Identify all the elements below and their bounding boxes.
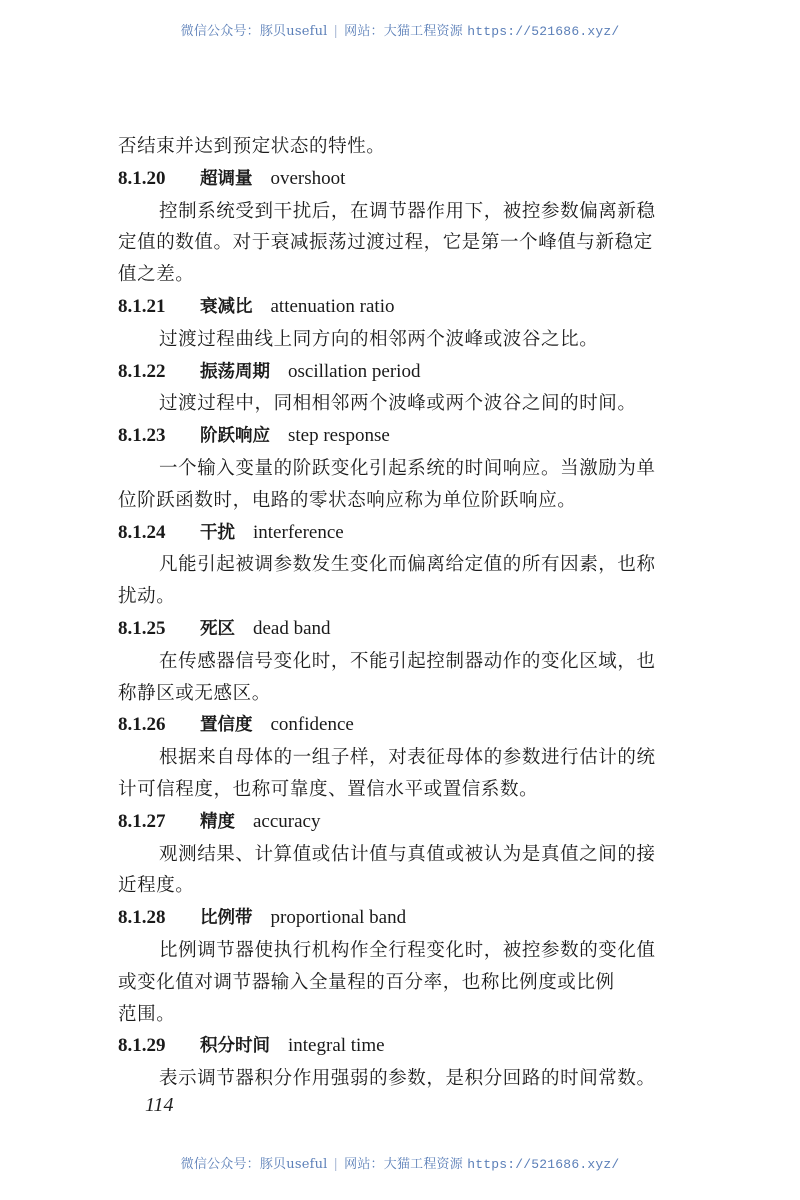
continuation-text: 否结束并达到预定状态的特性。 [118, 136, 386, 157]
entry-heading [118, 163, 718, 196]
entry-oscillation-period [118, 356, 718, 421]
entry-term-en: overshoot [270, 167, 346, 189]
entry-attenuation-ratio [118, 291, 718, 356]
entry-heading [118, 902, 718, 935]
entry-term-zh: 干扰 [200, 522, 235, 543]
entry-term-en: confidence [270, 714, 354, 736]
watermark-site: 网站：大猫工程资源 [344, 1157, 463, 1172]
entry-text: 过渡过程中，同相相邻两个波峰或两个波谷之间的时间。 [159, 393, 637, 415]
entry-number: 8.1.29 [118, 1035, 166, 1057]
entry-text: 范围。 [118, 1003, 176, 1025]
entry-text: 一个输入变量的阶跃变化引起系统的时间响应。当激励为单 [159, 457, 656, 479]
entry-term-en: dead band [253, 617, 331, 639]
entry-heading [118, 420, 718, 453]
entry-heading [118, 517, 718, 550]
watermark-wechat: 微信公众号：豚贝useful [180, 24, 328, 39]
entry-term-en: proportional band [270, 907, 407, 929]
watermark-top [0, 20, 800, 39]
entry-term-zh: 精度 [200, 811, 235, 832]
entry-term-en: integral time [288, 1035, 385, 1057]
entry-text: 比例调节器使执行机构作全行程变化时，被控参数的变化值 [159, 939, 656, 961]
entry-overshoot [118, 163, 718, 291]
entry-text: 扰动。 [118, 586, 176, 608]
entry-term-zh: 振荡周期 [200, 361, 270, 382]
entry-heading [118, 613, 718, 646]
document-body [118, 131, 718, 1095]
entry-text: 观测结果、计算值或估计值与真值或被认为是真值之间的接 [159, 843, 656, 865]
entry-text: 表示调节器积分作用强弱的参数，是积分回路的时间常数。 [159, 1068, 656, 1090]
entry-term-en: oscillation period [288, 360, 421, 382]
entry-text: 近程度。 [118, 875, 195, 897]
entry-text: 定值的数值。对于衰减振荡过渡过程，它是第一个峰值与新稳定 [118, 232, 653, 254]
watermark-url: https://521686.xyz/ [467, 1157, 620, 1172]
entry-confidence [118, 709, 718, 805]
entry-text: 控制系统受到干扰后，在调节器作用下，被控参数偏离新稳 [159, 200, 656, 222]
entry-text: 计可信程度，也称可靠度、置信水平或置信系数。 [118, 778, 539, 800]
watermark-bottom [0, 1153, 800, 1172]
entry-term-zh: 比例带 [200, 908, 253, 929]
entry-term-en: accuracy [253, 810, 321, 832]
entry-number: 8.1.25 [118, 617, 166, 639]
entry-dead-band [118, 613, 718, 709]
watermark-site: 网站：大猫工程资源 [344, 24, 463, 39]
entry-number: 8.1.22 [118, 360, 166, 382]
entry-text: 位阶跃函数时，电路的零状态响应称为单位阶跃响应。 [118, 489, 577, 511]
entry-term-zh: 衰减比 [200, 296, 253, 317]
entry-heading [118, 806, 718, 839]
entry-number: 8.1.27 [118, 810, 166, 832]
entry-accuracy [118, 806, 718, 902]
entry-text: 凡能引起被调参数发生变化而偏离给定值的所有因素，也称 [159, 554, 656, 576]
entry-text: 过渡过程曲线上同方向的相邻两个波峰或波谷之比。 [159, 328, 599, 350]
entry-heading [118, 1030, 718, 1063]
entry-term-zh: 积分时间 [200, 1036, 270, 1057]
entry-text: 在传感器信号变化时，不能引起控制器动作的变化区域，也 [159, 650, 656, 672]
entry-integral-time [118, 1030, 718, 1095]
entry-term-en: attenuation ratio [270, 295, 395, 317]
entry-text: 根据来自母体的一组子样，对表征母体的参数进行估计的统 [159, 747, 656, 769]
watermark-separator: | [333, 24, 339, 39]
entry-term-zh: 置信度 [200, 715, 253, 736]
entry-number: 8.1.24 [118, 521, 166, 543]
entry-number: 8.1.23 [118, 425, 166, 447]
entry-step-response [118, 420, 718, 516]
entry-proportional-band [118, 902, 718, 1030]
watermark-url: https://521686.xyz/ [467, 24, 620, 39]
entry-heading [118, 356, 718, 389]
entry-interference [118, 517, 718, 613]
page-number: 114 [145, 1094, 174, 1116]
entry-text: 或变化值对调节器输入全量程的百分率，也称比例度或比例 [118, 971, 615, 993]
entry-number: 8.1.28 [118, 907, 166, 929]
entry-text: 称静区或无感区。 [118, 682, 271, 704]
entry-term-en: step response [288, 425, 390, 447]
entry-term-zh: 死区 [200, 618, 235, 639]
entry-term-zh: 阶跃响应 [200, 426, 270, 447]
entry-term-en: interference [253, 521, 344, 543]
entry-number: 8.1.20 [118, 167, 166, 189]
watermark-separator: | [333, 1157, 339, 1172]
entry-number: 8.1.26 [118, 714, 166, 736]
watermark-wechat: 微信公众号：豚贝useful [180, 1157, 328, 1172]
entry-heading [118, 709, 718, 742]
entry-text: 值之差。 [118, 264, 195, 286]
entry-term-zh: 超调量 [200, 168, 253, 189]
entry-number: 8.1.21 [118, 295, 166, 317]
entry-heading [118, 291, 718, 324]
